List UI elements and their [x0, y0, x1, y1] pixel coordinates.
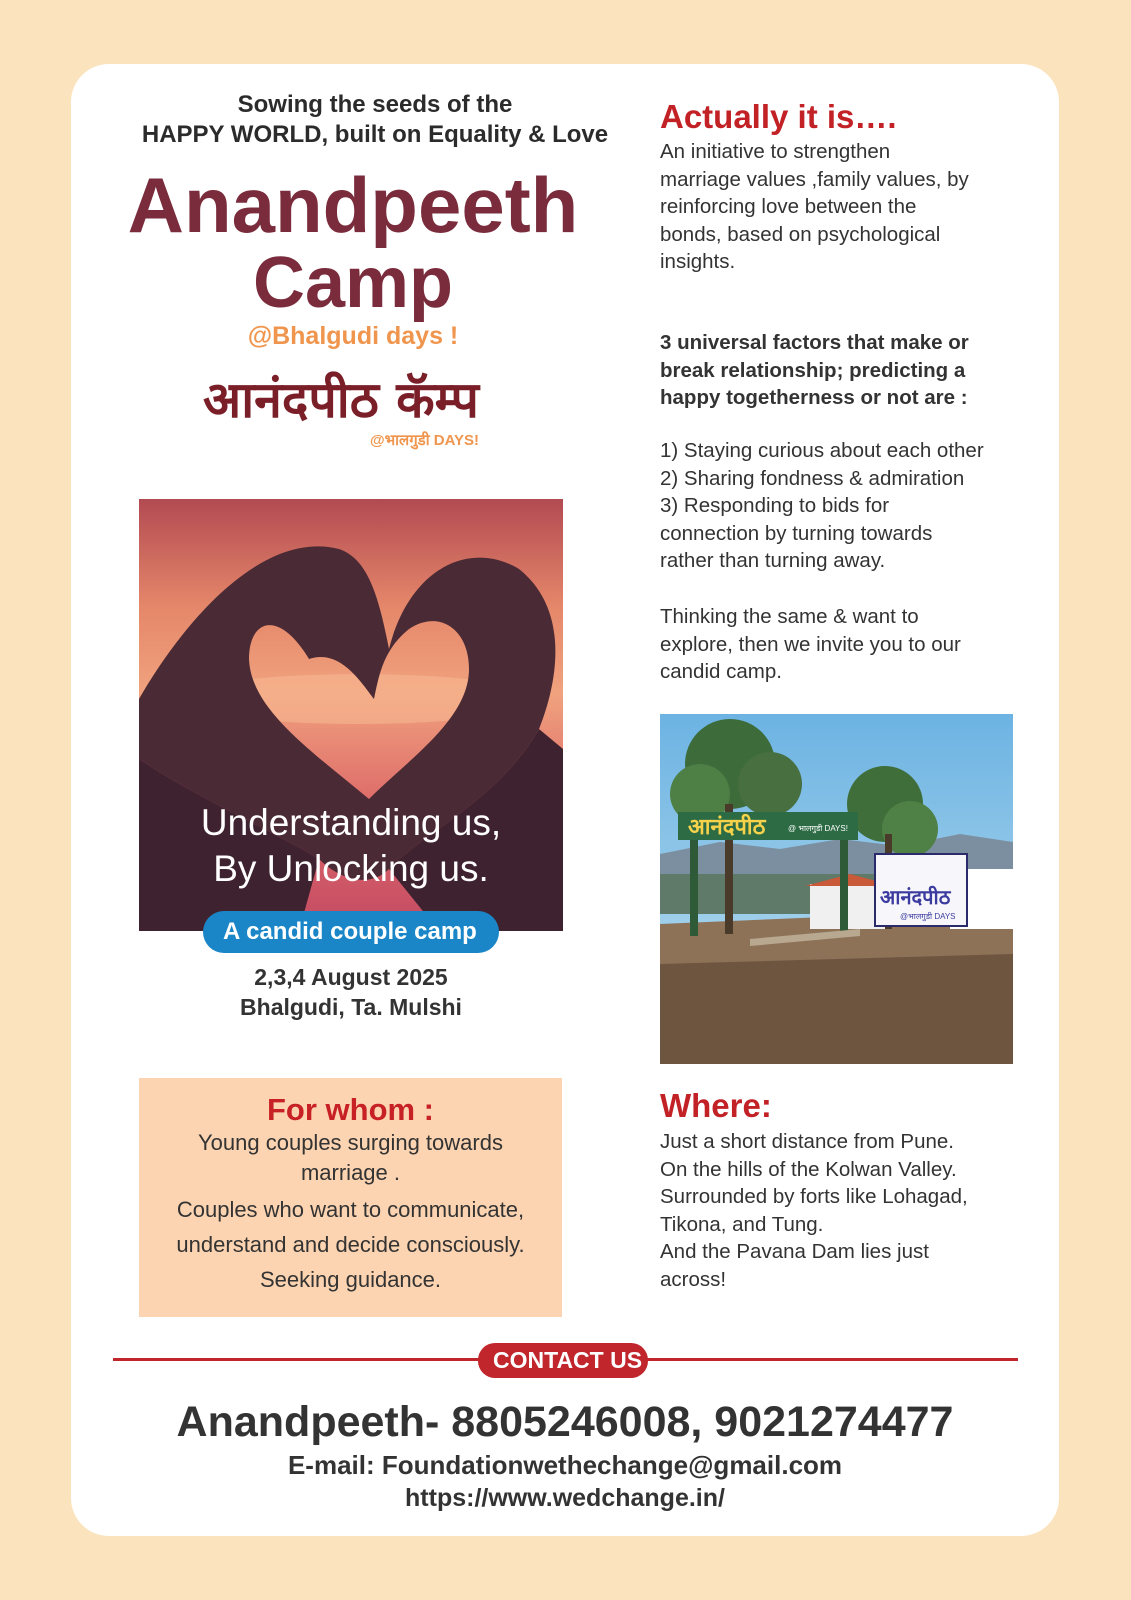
title-line-1: Anandpeeth — [127, 161, 579, 249]
factors-heading — [660, 329, 1040, 412]
contact-phones: Anandpeeth- 8805246008, 9021274477 — [176, 1398, 954, 1446]
event-date: 2,3,4 August 2025 — [254, 964, 448, 990]
factors-line: break relationship; predicting a — [660, 358, 966, 382]
for-whom-line: Young couples surging towards — [198, 1130, 503, 1155]
invite-line: candid camp. — [660, 660, 782, 683]
camp-sign-text: आनंदपीठ — [688, 815, 766, 840]
list-item: 1) Staying curious about each other — [660, 439, 984, 462]
slogan-line-2: By Unlocking us. — [213, 848, 489, 889]
camp-board-text: आनंदपीठ — [880, 885, 951, 909]
title-line-2: Camp — [252, 243, 454, 323]
where-line: Surrounded by forts like Lohagad, — [660, 1185, 968, 1208]
invite-line: Thinking the same & want to — [660, 605, 919, 628]
section-heading-where: Where: — [660, 1087, 772, 1124]
tagline — [110, 90, 640, 150]
tagline-line-2: HAPPY WORLD, built on Equality & Love — [141, 121, 609, 148]
marathi-logo — [198, 365, 508, 457]
logo-text: आनंदपीठ कॅम्प — [203, 371, 479, 429]
invite-line: explore, then we invite you to our — [660, 632, 961, 656]
slogan — [139, 800, 563, 892]
intro-line: insights. — [660, 250, 736, 273]
slogan-line-1: Understanding us, — [200, 802, 502, 843]
campsite-photo — [660, 714, 1013, 1064]
list-item: rather than turning away. — [660, 549, 886, 572]
camp-board-subtext: @भालगुडी DAYS — [900, 912, 956, 921]
invite-text — [660, 603, 1040, 686]
where-line: And the Pavana Dam lies just — [660, 1240, 929, 1263]
list-item: 3) Responding to bids for — [660, 494, 890, 517]
website-link[interactable]: https://www.wedchange.in/ — [405, 1484, 725, 1512]
intro-line: bonds, based on psychological — [660, 222, 941, 246]
where-line: Just a short distance from Pune. — [660, 1130, 954, 1153]
where-line: across! — [660, 1267, 727, 1291]
where-line: On the hills of the Kolwan Valley. — [660, 1157, 957, 1181]
for-whom-line: Seeking guidance. — [259, 1267, 442, 1292]
factors-line: 3 universal factors that make or — [660, 331, 969, 354]
for-whom-line: understand and decide consciously. — [176, 1232, 525, 1257]
for-whom-line: Couples who want to communicate, — [176, 1197, 525, 1222]
for-whom-box — [139, 1078, 562, 1317]
camp-sign-subtext: @ भालगुडी DAYS! — [788, 824, 848, 833]
for-whom-title: For whom : — [266, 1092, 435, 1127]
intro-line: An initiative to strengthen — [660, 140, 891, 163]
for-whom-line: marriage . — [300, 1160, 401, 1185]
contact-label: CONTACT US — [478, 1343, 648, 1378]
factors-line: happy togetherness or not are : — [660, 386, 968, 409]
subtitle: @Bhalgudi days ! — [247, 322, 459, 350]
contact-email[interactable]: E-mail: Foundationwethechange@gmail.com — [287, 1450, 843, 1480]
where-line: Tikona, and Tung. — [660, 1212, 824, 1236]
where-text — [660, 1128, 1040, 1293]
event-details — [139, 962, 563, 1022]
list-item: 2) Sharing fondness & admiration — [660, 466, 965, 490]
intro-line: reinforcing love between the — [660, 195, 917, 218]
camp-type-pill: A candid couple camp — [203, 911, 499, 953]
tagline-line-1: Sowing the seeds of the — [237, 91, 513, 118]
intro-text — [660, 138, 1040, 276]
section-heading-actually: Actually it is…. — [660, 98, 897, 135]
event-place: Bhalgudi, Ta. Mulshi — [240, 994, 462, 1020]
list-item: connection by turning towards — [660, 521, 933, 545]
factors-list — [660, 437, 1060, 575]
intro-line: marriage values ,family values, by — [660, 167, 969, 191]
logo-subtext: @भालगुडी DAYS! — [370, 432, 480, 449]
